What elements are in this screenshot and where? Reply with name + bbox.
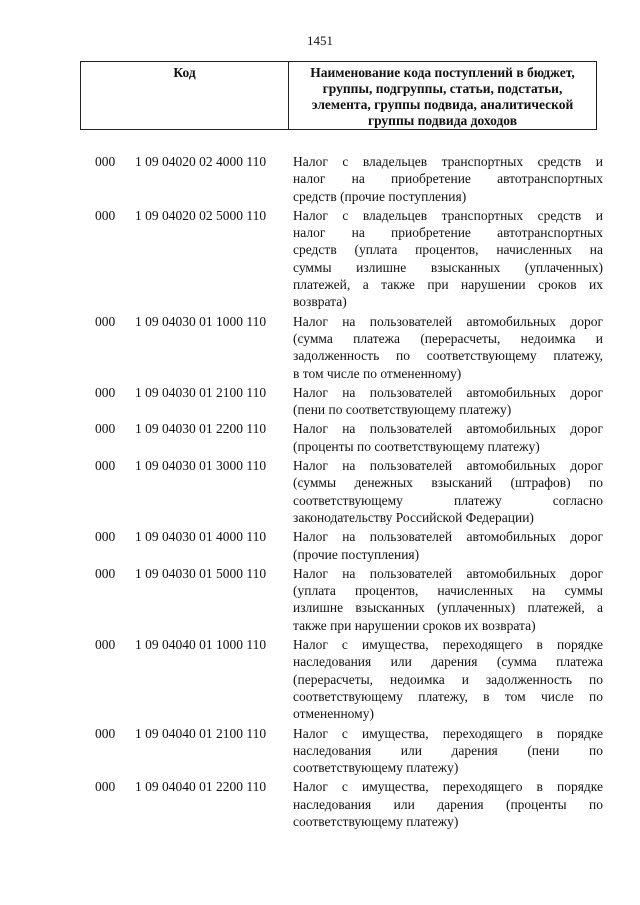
row-name-line: соответствующему платежу) — [293, 813, 459, 829]
row-admin-code: 000 — [95, 529, 116, 545]
row-name-line: (проценты по соответствующему платежу) — [293, 438, 540, 454]
row-name-line: средств (прочие поступления) — [293, 188, 467, 204]
row-name-line: суммы излишне взысканных (уплаченных) — [293, 259, 603, 275]
row-name-line: средств (уплата процентов, начисленных на — [293, 242, 603, 258]
table-row — [0, 457, 640, 526]
row-name-line: (перерасчеты, недоимка и задолженность по — [293, 671, 603, 687]
row-name-line: Налог с владельцев транспортных средств и — [293, 207, 603, 223]
row-admin-code: 000 — [95, 207, 116, 223]
row-budget-code: 1 09 04030 01 1000 110 — [135, 313, 267, 329]
row-name — [293, 384, 603, 419]
row-name-line: отмененному) — [293, 706, 374, 722]
row-budget-code: 1 09 04030 01 5000 110 — [135, 565, 267, 581]
header-name-line: группы, подгруппы, статьи, подстатьи, — [322, 81, 563, 96]
row-budget-code: 1 09 04030 01 4000 110 — [135, 529, 267, 545]
row-admin-code: 000 — [95, 637, 116, 653]
row-admin-code: 000 — [95, 779, 116, 795]
table-body — [0, 153, 640, 830]
row-name-line: Налог с имущества, переходящего в порядке — [293, 637, 603, 653]
row-name-line: соответствующему платежу, в том числе по — [293, 688, 603, 704]
row-name — [293, 313, 603, 382]
row-admin-code: 000 — [95, 384, 116, 400]
row-admin-code: 000 — [95, 565, 116, 581]
row-budget-code: 1 09 04020 02 5000 110 — [135, 207, 267, 223]
row-admin-code: 000 — [95, 154, 116, 169]
row-name-line: (пени по соответствующему платежу) — [293, 402, 512, 418]
row-name-line: также при нарушении сроков их возврата) — [293, 617, 536, 633]
row-name-line: наследования или дарения (проценты по — [293, 796, 603, 812]
row-name-line: соответствующему платежу согласно — [293, 492, 603, 508]
row-name-line: Налог на пользователей автомобильных дорог — [293, 565, 603, 581]
table-row — [0, 313, 640, 382]
row-name — [293, 207, 603, 311]
row-name-line: в том числе по отмененному) — [293, 365, 462, 381]
row-name-line: (суммы денежных взысканий (штрафов) по — [293, 475, 603, 491]
row-admin-code: 000 — [95, 725, 116, 741]
row-name-line: Налог с имущества, переходящего в порядке — [293, 779, 603, 795]
header-code-column: Код — [81, 62, 289, 130]
row-name-line: Налог с имущества, переходящего в порядке — [293, 725, 603, 741]
table-row — [0, 207, 640, 311]
row-budget-code: 1 09 04030 01 3000 110 — [135, 458, 267, 474]
row-name — [293, 636, 603, 722]
header-name-line: элемента, группы подвида, аналитической — [311, 97, 574, 112]
table-row — [0, 384, 640, 419]
table-row — [0, 153, 640, 205]
row-name-line: (прочие поступления) — [293, 546, 420, 562]
header-name-line: группы подвида доходов — [367, 113, 518, 128]
row-name-line: Налог на пользователей автомобильных дорог — [293, 313, 603, 329]
row-budget-code: 1 09 04040 01 1000 110 — [135, 637, 267, 653]
header-name-column — [289, 62, 597, 130]
table-row — [0, 528, 640, 563]
row-name-line: Налог на пользователей автомобильных дорог — [293, 458, 603, 474]
row-budget-code: 1 09 04040 01 2100 110 — [135, 725, 267, 741]
row-name — [293, 528, 603, 563]
row-name — [293, 778, 603, 830]
row-admin-code: 000 — [95, 421, 116, 437]
row-name-line: Налог на пользователей автомобильных дорог — [293, 529, 603, 545]
page-number: 1451 — [307, 33, 333, 48]
row-name-line: (сумма платежа (перерасчеты, недоимка и — [293, 330, 603, 346]
row-name-line: налог на приобретение автотранспортных — [293, 171, 603, 187]
header-name-line: Наименование кода поступлений в бюджет, — [310, 65, 575, 80]
row-name-line: платежей, а также при нарушении сроков их — [293, 277, 603, 293]
table-header — [80, 61, 597, 130]
row-name-line: налог на приобретение автотранспортных — [293, 225, 603, 241]
row-name-line: (уплата процентов, начисленных на суммы — [293, 583, 603, 599]
row-name-line: соответствующему платежу) — [293, 760, 459, 776]
row-name-line: задолженность по соответствующему платежу, — [293, 348, 603, 364]
table-row — [0, 778, 640, 830]
row-budget-code: 1 09 04030 01 2200 110 — [135, 421, 267, 437]
row-name — [293, 565, 603, 634]
row-name-line: Налог с владельцев транспортных средств и — [293, 154, 603, 169]
row-name-line: возврата) — [293, 294, 347, 310]
table-row — [0, 565, 640, 634]
table-row — [0, 636, 640, 722]
row-admin-code: 000 — [95, 458, 116, 474]
row-name-line: излишне взысканных (уплаченных) платежей, а — [293, 600, 603, 616]
row-admin-code: 000 — [95, 313, 116, 329]
row-name-line: законодательству Российской Федерации) — [293, 509, 534, 525]
table-row — [0, 420, 640, 455]
row-name — [293, 420, 603, 455]
row-name — [293, 457, 603, 526]
row-name — [293, 725, 603, 777]
row-budget-code: 1 09 04020 02 4000 110 — [135, 154, 267, 169]
row-budget-code: 1 09 04030 01 2100 110 — [135, 384, 267, 400]
row-name-line: Налог на пользователей автомобильных дорог — [293, 421, 603, 437]
row-name — [293, 153, 603, 205]
row-name-line: Налог на пользователей автомобильных дорог — [293, 384, 603, 400]
row-name-line: наследования или дарения (сумма платежа — [293, 654, 603, 670]
table-row — [0, 725, 640, 777]
row-name-line: наследования или дарения (пени по — [293, 742, 603, 758]
row-budget-code: 1 09 04040 01 2200 110 — [135, 779, 267, 795]
